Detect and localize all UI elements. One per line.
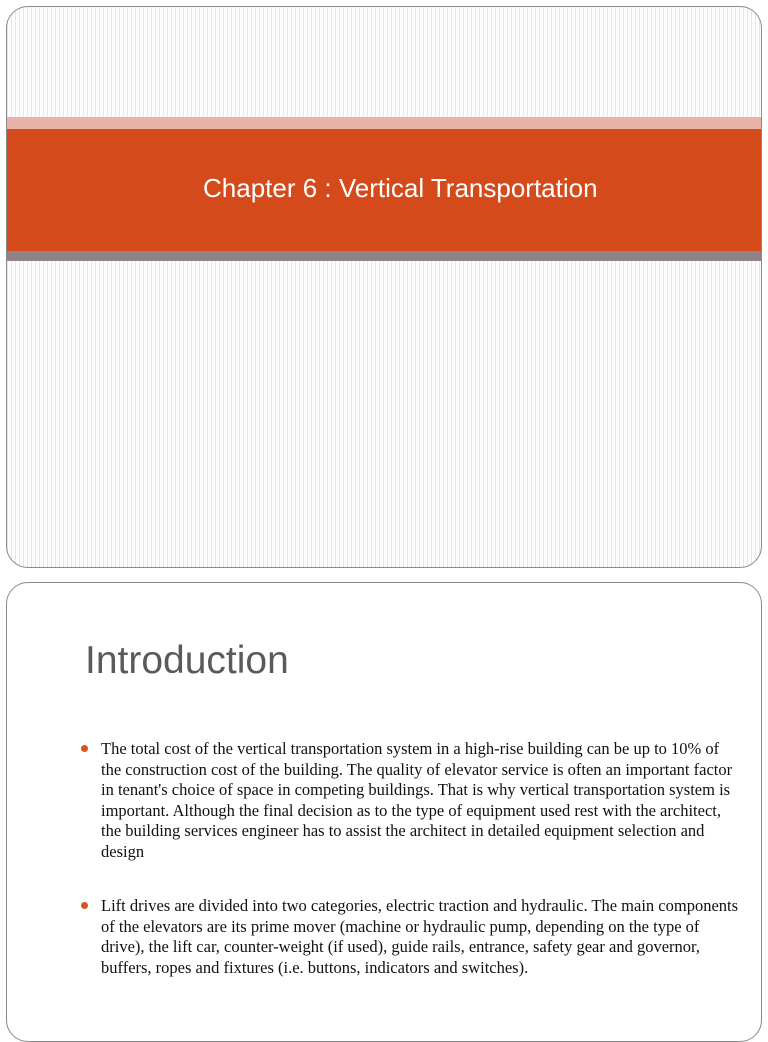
slide-title: Introduction (85, 639, 289, 682)
title-band-top-stripe (7, 117, 761, 129)
introduction-slide (6, 582, 762, 1042)
bullet-dot-icon (81, 902, 88, 909)
bullet-dot-icon (81, 745, 88, 752)
bullet-item (81, 739, 741, 862)
title-band-bottom-stripe (7, 251, 761, 261)
bullet-text: The total cost of the vertical transportation system in a high-rise building can be up to 10% of the construction cost of the building. The quality of elevator service is often an important factor in tenant's choice of space in competing buildings. That is why vertical transportation system is important. Although the final decision as to the type of equipment used rest with the architect, the building services engineer has to assist the architect in detailed equipment selection and design (101, 739, 733, 861)
bullet-text: Lift drives are divided into two categories, electric traction and hydraulic. The main components of the elevators are its prime mover (machine or hydraulic pump, depending on the type of drive), the lift car, counter-weight (if used), guide rails, entrance, safety gear and governor, buffers, ropes and fixtures (i.e. buttons, indicators and switches). (101, 896, 739, 977)
chapter-title: Chapter 6 : Vertical Transportation (203, 173, 598, 203)
title-slide (6, 6, 762, 568)
bullet-item (81, 896, 741, 978)
bullet-list (81, 739, 741, 978)
